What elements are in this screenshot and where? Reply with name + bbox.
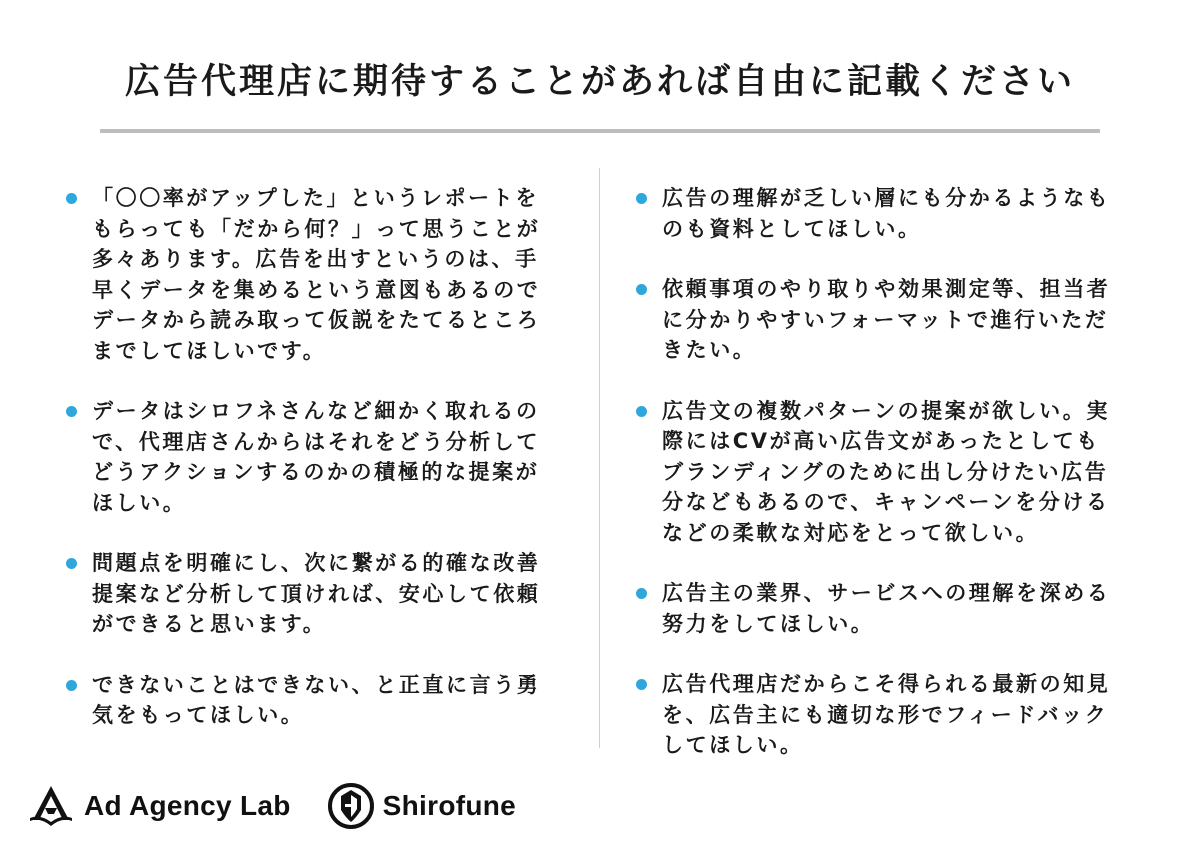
ad-agency-lab-logo — [28, 784, 291, 828]
bullet-dot — [636, 406, 647, 417]
list-item — [636, 274, 1116, 366]
bullet-dot — [66, 558, 77, 569]
list-item — [66, 396, 546, 518]
ad-agency-lab-logo-icon — [28, 784, 74, 828]
footer-logos — [28, 778, 516, 834]
list-item-text: データはシロフネさんなど細かく取れるので、代理店さんからはそれをどう分析してどうアクションするのかの積極的な提案がほしい。 — [92, 399, 540, 515]
left-column — [66, 183, 546, 761]
list-item-text: 「〇〇率がアップした」というレポートをもらっても「だから何？」って思うことが多々あります。広告を出すというのは、手早くデータを集めるという意図もあるのでデータから読み取って仮説をたてるところまでしてほしいです。 — [92, 186, 541, 363]
shirofune-logo-text: Shirofune — [382, 790, 517, 821]
list-item-text: 問題点を明確にし、次に繋がる的確な改善提案など分析して頂ければ、安心して依頼ができると思います。 — [92, 551, 541, 636]
list-item — [66, 548, 546, 640]
list-item-text: 広告文の複数パターンの提案が欲しい。実際にはCVが高い広告文があったとしてもブランディングのために出し分けたい広告分などもあるので、キャンペーンを分けるなどの柔軟な対応をとって欲しい。 — [662, 398, 1110, 545]
bullet-dot — [636, 284, 647, 295]
list-item — [636, 669, 1116, 761]
list-item — [66, 183, 546, 366]
shirofune-logo — [327, 782, 516, 830]
list-item-text: 依頼事項のやり取りや効果測定等、担当者に分かりやすいフォーマットで進行いただきたい。 — [662, 277, 1111, 362]
list-item-text: 広告主の業界、サービスへの理解を深める努力をしてほしい。 — [662, 581, 1111, 636]
bullet-dot — [636, 193, 647, 204]
shirofune-logo-icon — [327, 782, 375, 830]
ad-agency-lab-logo-text: Ad Agency Lab — [84, 790, 291, 821]
bullet-dot — [636, 588, 647, 599]
bullet-dot — [66, 193, 77, 204]
bullet-dot — [636, 679, 647, 690]
column-divider — [599, 168, 600, 748]
title-divider — [100, 129, 1100, 133]
list-item-text: 広告代理店だからこそ得られる最新の知見を、広告主にも適切な形でフィードバックしてほしい。 — [662, 672, 1111, 757]
bullet-dot — [66, 680, 77, 691]
list-item — [636, 183, 1116, 244]
right-column — [636, 183, 1116, 791]
list-item — [636, 396, 1116, 549]
list-item — [636, 578, 1116, 639]
list-item — [66, 670, 546, 731]
bullet-dot — [66, 406, 77, 417]
list-item-text: できないことはできない、と正直に言う勇気をもってほしい。 — [92, 672, 541, 727]
page-title: 広告代理店に期待することがあれば自由に記載ください — [124, 62, 1075, 102]
list-item-text: 広告の理解が乏しい層にも分かるようなものも資料としてほしい。 — [662, 186, 1111, 241]
